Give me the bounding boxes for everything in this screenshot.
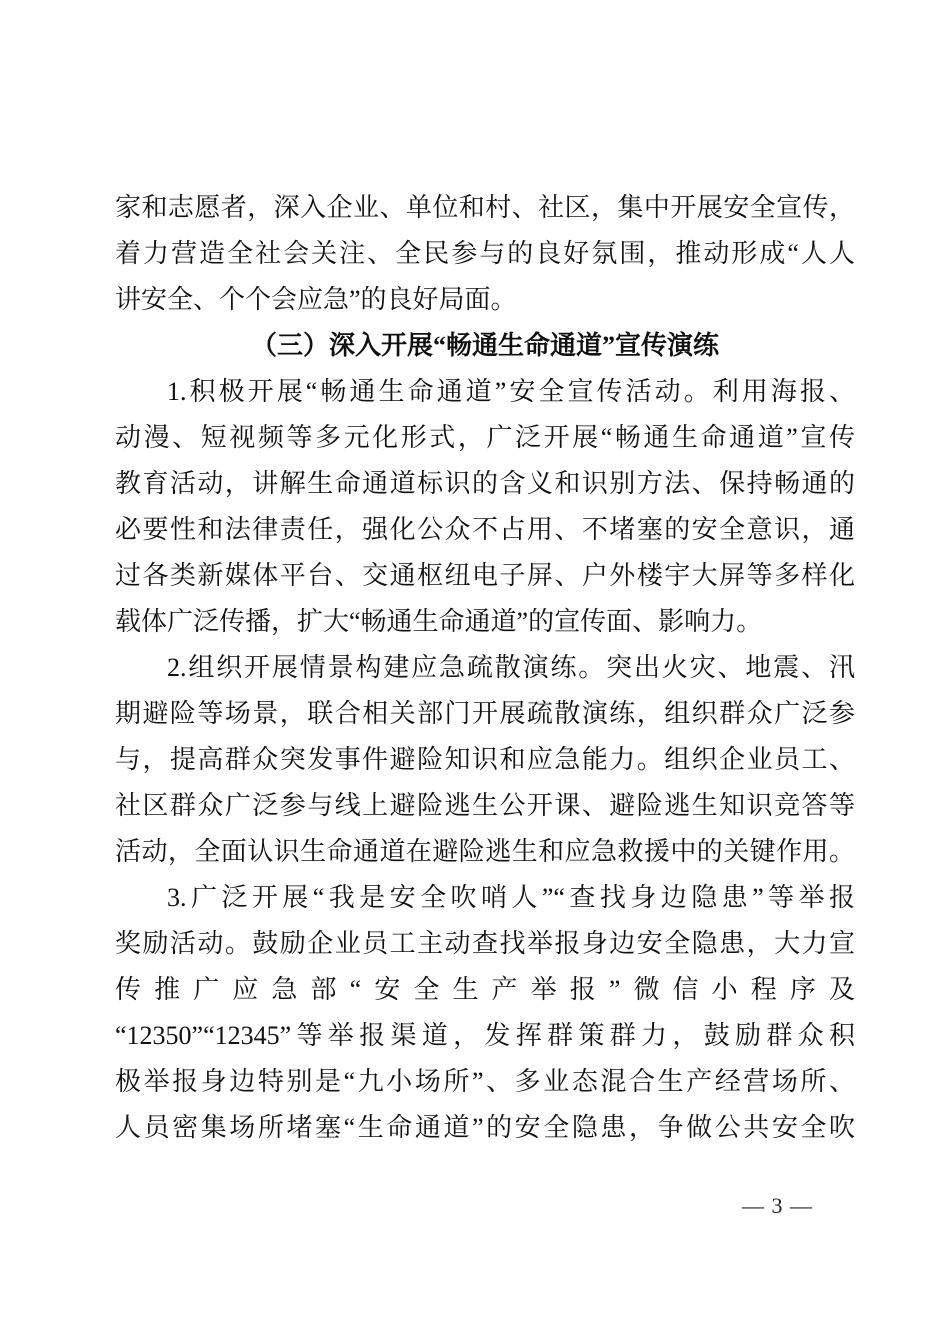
text-line: 1.积极开展“畅通生命通道”安全宣传活动。利用海报、 [167, 377, 855, 406]
text-line: 与，提高群众突发事件避险知识和应急能力。组织企业员工、 [115, 745, 855, 774]
text-line: 人员密集场所堵塞“生命通道”的安全隐患，争做公共安全吹 [115, 1113, 855, 1142]
text-line: 动漫、短视频等多元化形式，广泛开展“畅通生命通道”宣传 [115, 423, 855, 452]
text-line: 社区群众广泛参与线上避险逃生公开课、避险逃生知识竞答等 [115, 791, 855, 820]
text-line: 2.组织开展情景构建应急疏散演练。突出火灾、地震、汛 [167, 653, 855, 682]
text-line: 载体广泛传播，扩大“畅通生命通道”的宣传面、影响力。 [115, 607, 763, 636]
text-line: 教育活动，讲解生命通道标识的含义和识别方法、保持畅通的 [115, 469, 855, 498]
section-heading: （三）深入开展“畅通生命通道”宣传演练 [250, 331, 719, 360]
text-line: 过各类新媒体平台、交通枢纽电子屏、户外楼宇大屏等多样化 [115, 561, 855, 590]
text-line: 着力营造全社会关注、全民参与的良好氛围，推动形成“人人 [115, 239, 855, 268]
text-line-stretched: 传推广应急部“安全生产举报”微信小程序及 [115, 975, 855, 1004]
page-number: — 3 — [742, 1193, 813, 1218]
document-body [115, 185, 855, 1151]
text-line: 家和志愿者，深入企业、单位和村、社区，集中开展安全宣传， [115, 193, 855, 222]
text-line: 讲安全、个个会应急”的良好局面。 [115, 285, 517, 314]
text-line: 3.广泛开展“我是安全吹哨人”“查找身边隐患”等举报 [167, 883, 855, 912]
text-line: 奖励活动。鼓励企业员工主动查找举报身边安全隐患，大力宣 [115, 929, 855, 958]
text-line: “12350”“12345”等举报渠道，发挥群策群力，鼓励群众积 [115, 1021, 855, 1050]
text-line: 活动，全面认识生命通道在避险逃生和应急救援中的关键作用。 [115, 837, 855, 866]
text-line: 极举报身边特别是“九小场所”、多业态混合生产经营场所、 [115, 1067, 855, 1096]
text-line: 期避险等场景，联合相关部门开展疏散演练，组织群众广泛参 [115, 699, 855, 728]
text-line: 必要性和法律责任，强化公众不占用、不堵塞的安全意识，通 [115, 515, 855, 544]
